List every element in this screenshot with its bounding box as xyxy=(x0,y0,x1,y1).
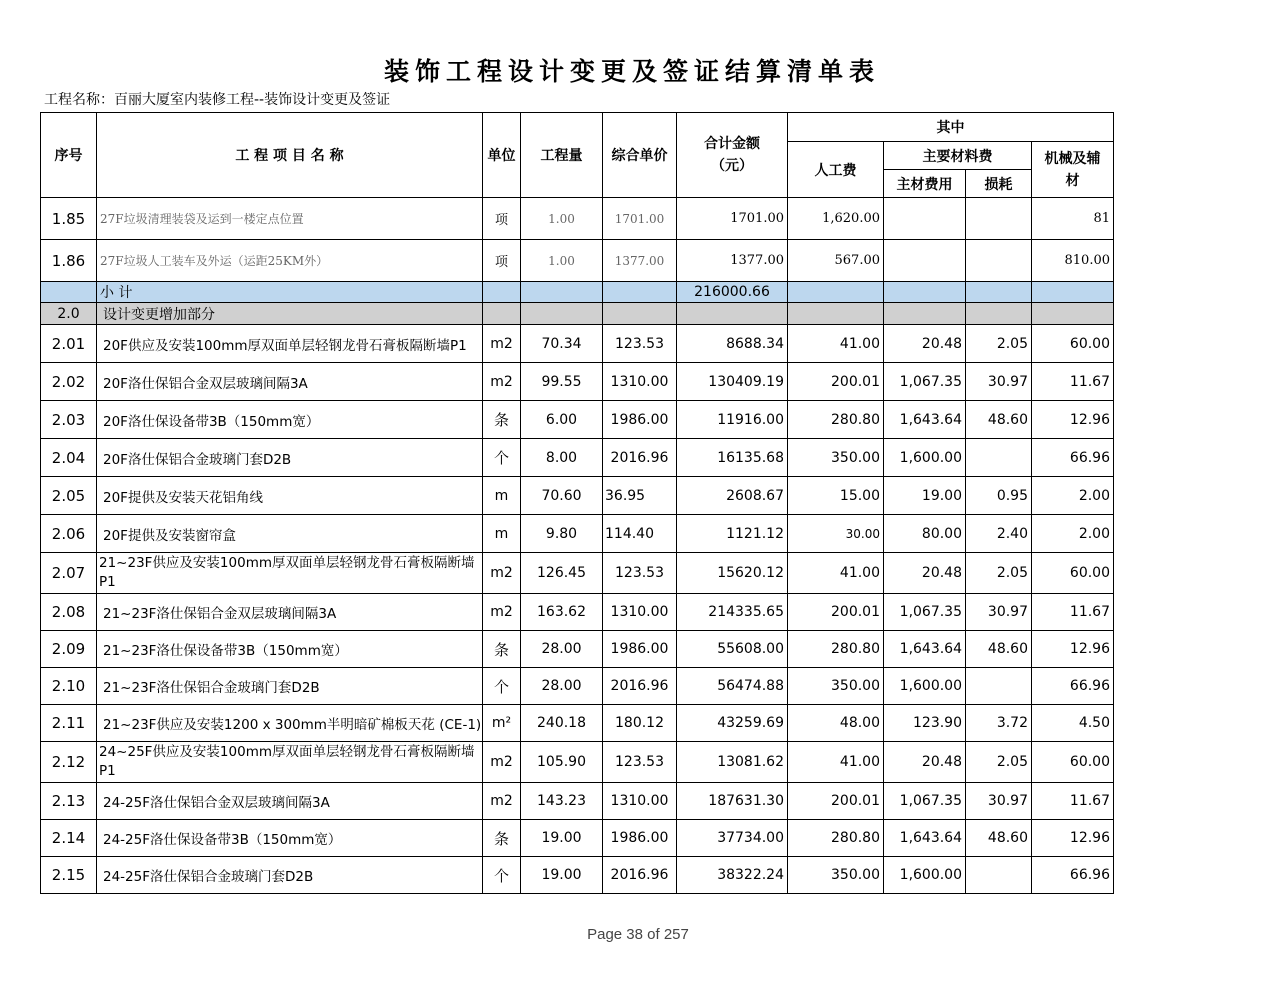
row-unit: 条 xyxy=(483,401,521,439)
header-name: 工 程 项 目 名 称 xyxy=(97,113,483,198)
row-qty: 8.00 xyxy=(521,439,603,477)
row-material: 19.00 xyxy=(884,477,966,515)
row-labor: 567.00 xyxy=(788,240,884,282)
table-row xyxy=(41,401,1114,439)
row-total: 37734.00 xyxy=(677,820,788,857)
row-price: 1377.00 xyxy=(603,240,677,282)
row-material: 20.48 xyxy=(884,325,966,363)
row-loss xyxy=(966,439,1032,477)
row-name: 21~23F供应及安装100mm厚双面单层轻钢龙骨石膏板隔断墙P1 xyxy=(97,553,483,594)
row-price: 180.12 xyxy=(603,705,677,742)
table-row xyxy=(41,515,1114,553)
row-total: 43259.69 xyxy=(677,705,788,742)
row-unit: m2 xyxy=(483,783,521,820)
settlement-table xyxy=(40,112,1114,894)
row-material: 1,067.35 xyxy=(884,594,966,631)
row-material: 80.00 xyxy=(884,515,966,553)
table-row xyxy=(41,742,1114,783)
table-row xyxy=(41,325,1114,363)
row-total: 11916.00 xyxy=(677,401,788,439)
row-price: 1986.00 xyxy=(603,820,677,857)
row-seq: 2.15 xyxy=(41,857,97,894)
row-machinery: 4.50 xyxy=(1032,705,1114,742)
row-price: 1986.00 xyxy=(603,631,677,668)
row-material: 1,643.64 xyxy=(884,820,966,857)
row-qty: 163.62 xyxy=(521,594,603,631)
row-loss xyxy=(966,857,1032,894)
row-labor: 200.01 xyxy=(788,594,884,631)
row-labor: 350.00 xyxy=(788,439,884,477)
row-seq: 2.01 xyxy=(41,325,97,363)
row-seq: 2.06 xyxy=(41,515,97,553)
row-machinery: 810.00 xyxy=(1032,240,1114,282)
section-row xyxy=(41,303,1114,325)
row-labor: 30.00 xyxy=(788,515,884,553)
row-name: 21~23F供应及安装1200 x 300mm半明暗矿棉板天花 (CE-1) xyxy=(97,705,483,742)
header-qty: 工程量 xyxy=(521,113,603,198)
table-row xyxy=(41,668,1114,705)
row-material: 123.90 xyxy=(884,705,966,742)
row-total: 15620.12 xyxy=(677,553,788,594)
row-qty: 6.00 xyxy=(521,401,603,439)
row-seq: 2.09 xyxy=(41,631,97,668)
row-name: 21~23F洛仕保设备带3B（150mm宽） xyxy=(97,631,483,668)
row-unit: m² xyxy=(483,705,521,742)
table-row xyxy=(41,594,1114,631)
table-row xyxy=(41,783,1114,820)
row-qty: 70.60 xyxy=(521,477,603,515)
row-labor: 1,620.00 xyxy=(788,198,884,240)
row-machinery: 60.00 xyxy=(1032,325,1114,363)
row-total: 1377.00 xyxy=(677,240,788,282)
row-material: 20.48 xyxy=(884,553,966,594)
header-of-which: 其中 xyxy=(788,113,1114,142)
row-price: 1310.00 xyxy=(603,594,677,631)
table-row xyxy=(41,553,1114,594)
row-loss: 48.60 xyxy=(966,631,1032,668)
row-seq: 2.11 xyxy=(41,705,97,742)
row-price: 2016.96 xyxy=(603,439,677,477)
row-labor: 41.00 xyxy=(788,553,884,594)
row-seq: 2.14 xyxy=(41,820,97,857)
row-material: 1,643.64 xyxy=(884,631,966,668)
row-price: 123.53 xyxy=(603,742,677,783)
row-machinery: 66.96 xyxy=(1032,857,1114,894)
row-name: 20F洛仕保铝合金玻璃门套D2B xyxy=(97,439,483,477)
row-price: 2016.96 xyxy=(603,668,677,705)
row-price: 1310.00 xyxy=(603,783,677,820)
row-total: 8688.34 xyxy=(677,325,788,363)
row-material: 1,600.00 xyxy=(884,668,966,705)
header-seq: 序号 xyxy=(41,113,97,198)
row-price: 123.53 xyxy=(603,553,677,594)
row-name: 27F垃圾人工装车及外运（运距25KM外） xyxy=(97,240,483,282)
row-seq: 1.85 xyxy=(41,198,97,240)
row-name: 24~25F供应及安装100mm厚双面单层轻钢龙骨石膏板隔断墙P1 xyxy=(97,742,483,783)
row-loss: 2.05 xyxy=(966,325,1032,363)
row-name: 20F洛仕保设备带3B（150mm宽） xyxy=(97,401,483,439)
header-machinery: 机械及辅材 xyxy=(1032,142,1114,198)
row-name: 21~23F洛仕保铝合金玻璃门套D2B xyxy=(97,668,483,705)
row-qty: 105.90 xyxy=(521,742,603,783)
table-row xyxy=(41,477,1114,515)
row-unit: m xyxy=(483,515,521,553)
row-machinery: 81 xyxy=(1032,198,1114,240)
row-name: 20F供应及安装100mm厚双面单层轻钢龙骨石膏板隔断墙P1 xyxy=(97,325,483,363)
row-unit: m2 xyxy=(483,553,521,594)
row-machinery: 12.96 xyxy=(1032,631,1114,668)
row-machinery: 66.96 xyxy=(1032,668,1114,705)
row-labor: 280.80 xyxy=(788,820,884,857)
table-row xyxy=(41,705,1114,742)
subtotal-total: 216000.66 xyxy=(677,282,788,303)
row-loss: 48.60 xyxy=(966,401,1032,439)
row-qty: 19.00 xyxy=(521,857,603,894)
header-loss: 损耗 xyxy=(966,170,1032,198)
header-labor: 人工费 xyxy=(788,142,884,198)
subtotal-label: 小 计 xyxy=(97,282,483,303)
header-main-material: 主要材料费 xyxy=(884,142,1032,170)
row-labor: 280.80 xyxy=(788,631,884,668)
row-price: 114.40 xyxy=(603,515,677,553)
table-row xyxy=(41,240,1114,282)
row-unit: 个 xyxy=(483,668,521,705)
row-total: 1121.12 xyxy=(677,515,788,553)
row-loss: 3.72 xyxy=(966,705,1032,742)
row-total: 1701.00 xyxy=(677,198,788,240)
table-row xyxy=(41,631,1114,668)
project-name: 工程名称：百丽大厦室内装修工程--装饰设计变更及签证 xyxy=(44,92,391,108)
row-loss: 30.97 xyxy=(966,783,1032,820)
row-total: 214335.65 xyxy=(677,594,788,631)
row-total: 130409.19 xyxy=(677,363,788,401)
table-row xyxy=(41,439,1114,477)
row-price: 1310.00 xyxy=(603,363,677,401)
section-label: 设计变更增加部分 xyxy=(97,303,483,325)
row-material: 1,600.00 xyxy=(884,439,966,477)
row-qty: 28.00 xyxy=(521,668,603,705)
row-price: 123.53 xyxy=(603,325,677,363)
document-title: 装饰工程设计变更及签证结算清单表 xyxy=(383,57,880,86)
header-total: 合计金额 （元） xyxy=(677,113,788,198)
row-loss: 0.95 xyxy=(966,477,1032,515)
row-seq: 2.13 xyxy=(41,783,97,820)
row-price: 1986.00 xyxy=(603,401,677,439)
row-name: 21~23F洛仕保铝合金双层玻璃间隔3A xyxy=(97,594,483,631)
header-unit-price: 综合单价 xyxy=(603,113,677,198)
row-unit: 个 xyxy=(483,857,521,894)
row-labor: 15.00 xyxy=(788,477,884,515)
row-loss: 30.97 xyxy=(966,363,1032,401)
row-total: 16135.68 xyxy=(677,439,788,477)
row-loss: 2.05 xyxy=(966,553,1032,594)
row-material xyxy=(884,240,966,282)
row-machinery: 2.00 xyxy=(1032,515,1114,553)
row-labor: 200.01 xyxy=(788,783,884,820)
row-machinery: 11.67 xyxy=(1032,783,1114,820)
row-qty: 143.23 xyxy=(521,783,603,820)
row-machinery: 12.96 xyxy=(1032,820,1114,857)
row-name: 24-25F洛仕保铝合金玻璃门套D2B xyxy=(97,857,483,894)
row-seq: 1.86 xyxy=(41,240,97,282)
row-qty: 70.34 xyxy=(521,325,603,363)
row-qty: 240.18 xyxy=(521,705,603,742)
row-total: 2608.67 xyxy=(677,477,788,515)
row-qty: 28.00 xyxy=(521,631,603,668)
row-loss xyxy=(966,240,1032,282)
row-labor: 41.00 xyxy=(788,325,884,363)
row-qty: 19.00 xyxy=(521,820,603,857)
row-machinery: 60.00 xyxy=(1032,742,1114,783)
row-seq: 2.03 xyxy=(41,401,97,439)
row-material: 1,067.35 xyxy=(884,783,966,820)
row-seq: 2.05 xyxy=(41,477,97,515)
row-loss: 30.97 xyxy=(966,594,1032,631)
row-price: 1701.00 xyxy=(603,198,677,240)
table-row xyxy=(41,857,1114,894)
row-loss: 48.60 xyxy=(966,820,1032,857)
row-labor: 350.00 xyxy=(788,668,884,705)
row-name: 24-25F洛仕保设备带3B（150mm宽） xyxy=(97,820,483,857)
row-machinery: 66.96 xyxy=(1032,439,1114,477)
section-seq: 2.0 xyxy=(41,303,97,325)
row-total: 56474.88 xyxy=(677,668,788,705)
row-labor: 200.01 xyxy=(788,363,884,401)
header-unit: 单位 xyxy=(483,113,521,198)
row-price: 2016.96 xyxy=(603,857,677,894)
row-loss: 2.05 xyxy=(966,742,1032,783)
row-unit: 项 xyxy=(483,198,521,240)
table-row xyxy=(41,820,1114,857)
row-unit: m2 xyxy=(483,594,521,631)
row-machinery: 11.67 xyxy=(1032,594,1114,631)
row-total: 38322.24 xyxy=(677,857,788,894)
row-labor: 48.00 xyxy=(788,705,884,742)
row-unit: m2 xyxy=(483,363,521,401)
row-labor: 280.80 xyxy=(788,401,884,439)
row-seq: 2.02 xyxy=(41,363,97,401)
row-seq: 2.07 xyxy=(41,553,97,594)
row-machinery: 12.96 xyxy=(1032,401,1114,439)
row-name: 27F垃圾清理装袋及运到一楼定点位置 xyxy=(97,198,483,240)
row-total: 55608.00 xyxy=(677,631,788,668)
row-total: 13081.62 xyxy=(677,742,788,783)
row-loss xyxy=(966,198,1032,240)
table-header xyxy=(41,113,1114,198)
row-qty: 1.00 xyxy=(521,240,603,282)
row-price: 36.95 xyxy=(603,477,677,515)
header-material-cost: 主材费用 xyxy=(884,170,966,198)
row-name: 24-25F洛仕保铝合金双层玻璃间隔3A xyxy=(97,783,483,820)
row-loss xyxy=(966,668,1032,705)
row-unit: 条 xyxy=(483,820,521,857)
row-material: 1,067.35 xyxy=(884,363,966,401)
row-unit: m2 xyxy=(483,325,521,363)
row-name: 20F提供及安装天花铝角线 xyxy=(97,477,483,515)
page-number: Page 38 of 257 xyxy=(587,926,689,943)
row-machinery: 2.00 xyxy=(1032,477,1114,515)
row-machinery: 11.67 xyxy=(1032,363,1114,401)
row-seq: 2.08 xyxy=(41,594,97,631)
table-row xyxy=(41,198,1114,240)
row-machinery: 60.00 xyxy=(1032,553,1114,594)
row-name: 20F提供及安装窗帘盒 xyxy=(97,515,483,553)
row-loss: 2.40 xyxy=(966,515,1032,553)
table-row xyxy=(41,363,1114,401)
row-qty: 9.80 xyxy=(521,515,603,553)
row-material: 1,600.00 xyxy=(884,857,966,894)
row-qty: 126.45 xyxy=(521,553,603,594)
row-unit: m xyxy=(483,477,521,515)
row-qty: 99.55 xyxy=(521,363,603,401)
row-labor: 41.00 xyxy=(788,742,884,783)
row-unit: 个 xyxy=(483,439,521,477)
row-unit: 条 xyxy=(483,631,521,668)
row-unit: 项 xyxy=(483,240,521,282)
row-material: 20.48 xyxy=(884,742,966,783)
row-seq: 2.10 xyxy=(41,668,97,705)
row-name: 20F洛仕保铝合金双层玻璃间隔3A xyxy=(97,363,483,401)
row-seq: 2.04 xyxy=(41,439,97,477)
row-total: 187631.30 xyxy=(677,783,788,820)
row-material: 1,643.64 xyxy=(884,401,966,439)
row-labor: 350.00 xyxy=(788,857,884,894)
row-seq: 2.12 xyxy=(41,742,97,783)
row-qty: 1.00 xyxy=(521,198,603,240)
item-rows xyxy=(41,325,1114,894)
row-material xyxy=(884,198,966,240)
row-unit: m2 xyxy=(483,742,521,783)
subtotal-row xyxy=(41,282,1114,303)
